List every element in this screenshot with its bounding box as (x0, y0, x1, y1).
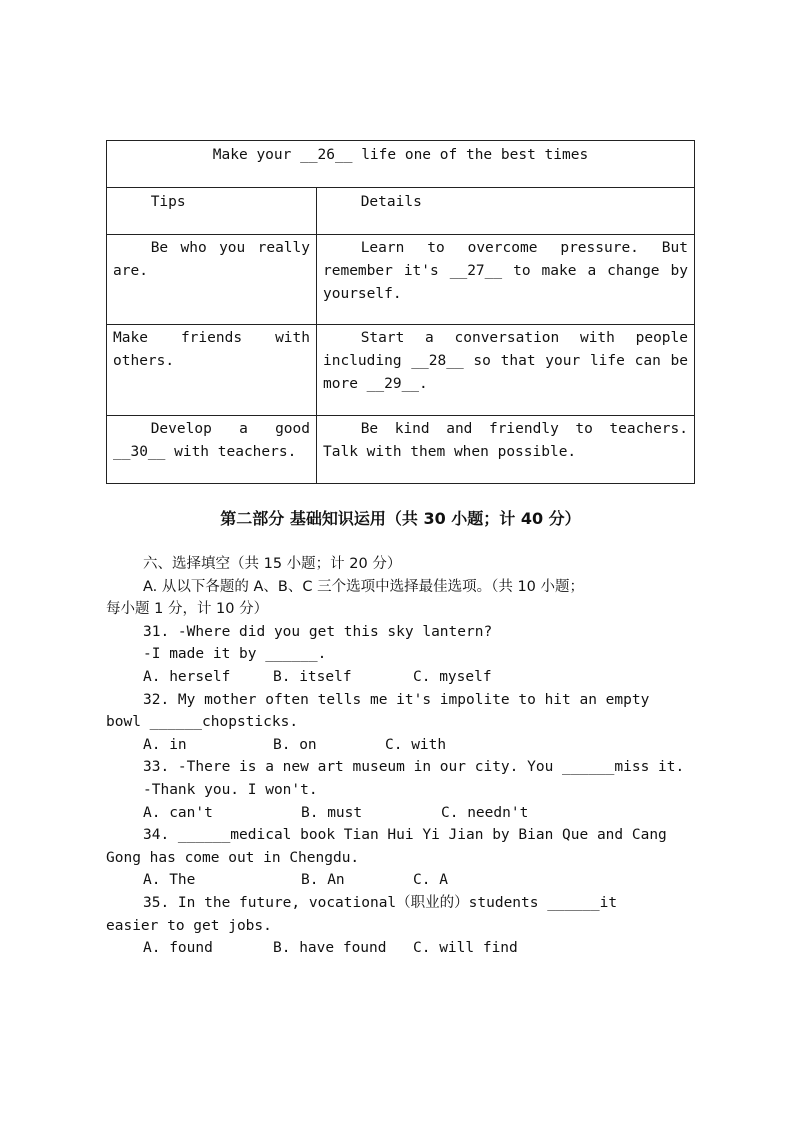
instruction-line: A. 从以下各题的 A、B、C 三个选项中选择最佳选项。（共 10 小题； (143, 578, 585, 595)
options-row (106, 937, 695, 960)
option-a: A. can't (143, 804, 213, 821)
table-title-row (107, 141, 695, 188)
question-stem: bowl ______chopsticks. (106, 714, 299, 731)
question-stem: 35. In the future, vocational（职业的）students ______it (143, 894, 618, 911)
table-row (107, 325, 695, 416)
tips-table (106, 140, 695, 484)
options-row (106, 666, 695, 689)
option-c: C. myself (413, 668, 492, 685)
option-b: B. have found (273, 940, 387, 957)
options-row (106, 802, 695, 825)
option-c: C. needn't (441, 804, 529, 821)
question-stem: 32. My mother often tells me it's impolite to hit an empty (143, 691, 650, 708)
question-stem: -I made it by ______. (143, 646, 327, 663)
section-heading: 六、选择填空（共 15 小题；计 20 分） (143, 556, 402, 572)
tip-cell: Make friends with others. (107, 325, 317, 416)
option-b: B. itself (273, 668, 352, 685)
options-row (106, 869, 695, 892)
option-c: C. will find (413, 940, 518, 957)
table-title: Make your __26__ life one of the best times (107, 141, 695, 188)
option-b: B. An (301, 872, 345, 889)
options-row (106, 734, 695, 757)
option-a: A. herself (143, 668, 231, 685)
option-a: A. The (143, 872, 196, 889)
question-stem: easier to get jobs. (106, 917, 272, 934)
option-a: A. found (143, 940, 213, 957)
instruction-line: 每小题 1 分，计 10 分） (106, 601, 269, 618)
header-tips: Tips (107, 188, 317, 235)
tip-cell: Be who you really are. (107, 235, 317, 325)
option-b: B. must (301, 804, 363, 821)
table-header-row (107, 188, 695, 235)
question-stem: Gong has come out in Chengdu. (106, 849, 360, 866)
option-b: B. on (273, 736, 317, 753)
detail-cell: Start a conversation with people including __28__ so that your life can be more __29__. (317, 325, 695, 416)
question-stem: -Thank you. I won't. (143, 781, 318, 798)
question-stem: 33. -There is a new art museum in our city. You ______miss it. (143, 759, 685, 776)
option-c: C. with (385, 736, 447, 753)
table-row (107, 235, 695, 325)
questions-section (106, 553, 695, 960)
detail-cell: Be kind and friendly to teachers. Talk with them when possible. (317, 416, 695, 484)
question-stem: 34. ______medical book Tian Hui Yi Jian by Bian Que and Cang (143, 827, 667, 844)
header-details: Details (317, 188, 695, 235)
tip-cell: Develop a good __30__ with teachers. (107, 416, 317, 484)
option-c: C. A (413, 872, 448, 889)
option-a: A. in (143, 736, 187, 753)
question-stem: 31. -Where did you get this sky lantern? (143, 623, 493, 640)
detail-cell: Learn to overcome pressure. But remember it's __27__ to make a change by yourself. (317, 235, 695, 325)
part-title: 第二部分 基础知识运用（共 30 小题；计 40 分） (220, 509, 581, 528)
table-row (107, 416, 695, 484)
